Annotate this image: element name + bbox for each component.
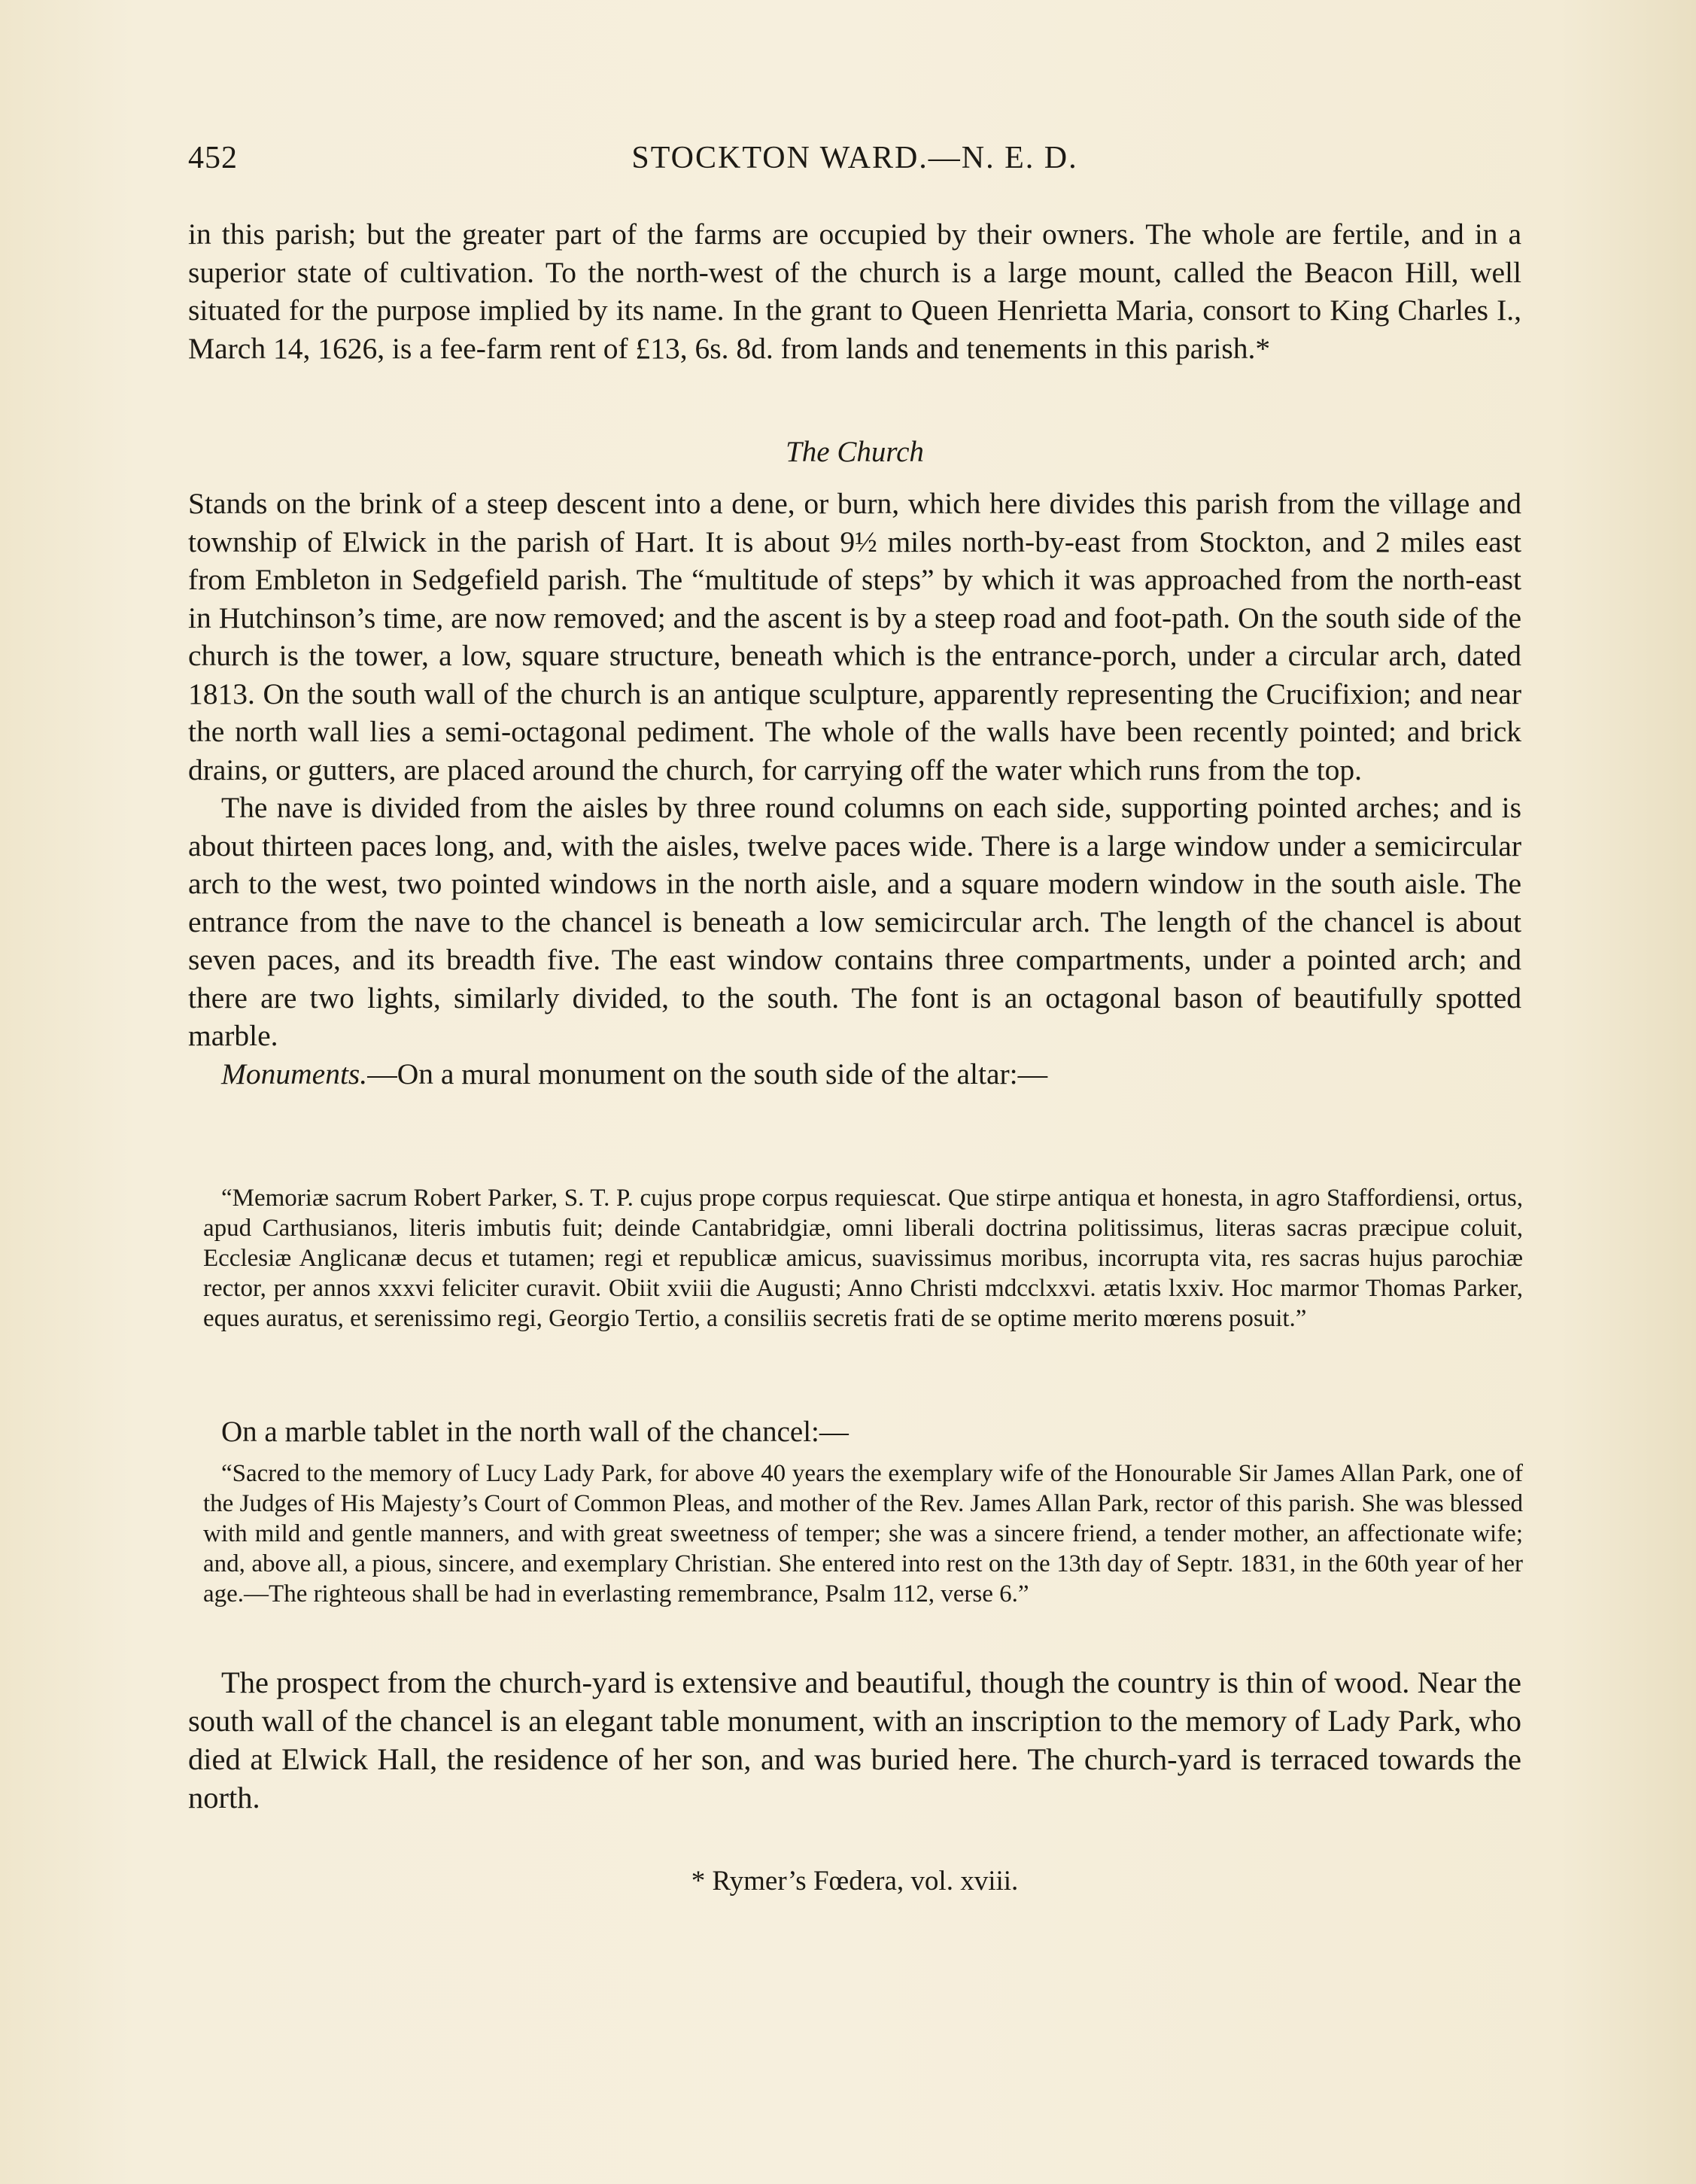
closing-paragraph	[188, 1663, 1521, 1817]
monuments-line	[188, 1055, 1521, 1094]
church-paragraph-2: The nave is divided from the aisles by three round columns on each side, supporting pointed arches; and is about thirteen paces long, and, with the aisles, twelve paces wide. There is a large window under a semicircular arch to the west, two pointed windows in the north aisle, and a square modern window in the south aisle. The entrance from the nave to the chancel is beneath a low semicircular arch. The length of the chancel is about seven paces, and its breadth five. The east window contains three compartments, under a pointed arch; and there are two lights, similarly divided, to the south. The font is an octagonal bason of beautifully spotted marble.	[188, 791, 1521, 1052]
parker-inscription	[203, 1183, 1523, 1334]
paragraph-text: in this parish; but the greater part of the farms are occupied by their owners. The whole are fertile, and in a superior state of cultivation. To the north-west of the church is a large mount, called the Beacon Hill, well situated for the purpose implied by its name. In the grant to Queen Henrietta Maria, consort to King Charles I., March 14, 1626, is a fee-farm rent of £13, 6s. 8d. from lands and tenements in this parish.*	[188, 217, 1521, 365]
inscription-text: “Memoriæ sacrum Robert Parker, S. T. P. cujus prope corpus requiescat. Que stirpe antiqua et honesta, in agro Staffordiensi, ortus, apud Carthusianos, literis imbutis fuit; deinde Cantabridgiæ, omni liberali doctrina politissimus, literas sacras præcipue coluit, Ecclesiæ Anglicanæ decus et tutamen; regi et republicæ amicus, suavissimus moribus, incorrupta vita, res sacras hujus parochiæ rector, per annos xxxvi feliciter curavit. Obiit xviii die Augusti; Anno Christi mdcclxxvi. ætatis lxxiv. Hoc marmor Thomas Parker, eques auratus, et serenissimo regi, Georgio Tertio, a consiliis secretis frati de se optime merito mœrens posuit.”	[203, 1185, 1523, 1332]
footnote: * Rymer’s Fœdera, vol. xviii.	[691, 1866, 1019, 1897]
page-number: 452	[188, 141, 238, 175]
park-inscription	[203, 1459, 1523, 1609]
opening-paragraph	[188, 215, 1521, 367]
monuments-text: —On a mural monument on the south side of the altar:—	[367, 1057, 1048, 1090]
page-header	[188, 140, 1521, 185]
section-title: The Church	[786, 436, 924, 468]
tablet-intro: On a marble tablet in the north wall of the chancel:—	[221, 1416, 849, 1448]
running-head: STOCKTON WARD.—N. E. D.	[631, 141, 1078, 175]
church-paragraph-1: Stands on the brink of a steep descent into a dene, or burn, which here divides this parish from the village and township of Elwick in the parish of Hart. It is about 9½ miles north-by-east from Stockton, and 2 miles east from Embleton in Sedgefield parish. The “multitude of steps” by which it was approached from the north-east in Hutchinson’s time, are now removed; and the ascent is by a steep road and foot-path. On the south side of the church is the tower, a low, square structure, beneath which is the entrance-porch, under a circular arch, dated 1813. On the south wall of the church is an antique sculpture, apparently representing the Crucifixion; and near the north wall lies a semi-octagonal pediment. The whole of the walls have been recently pointed; and brick drains, or gutters, are placed around the church, for carrying off the water which runs from the top.	[188, 487, 1521, 786]
monuments-label: Monuments.	[221, 1057, 368, 1090]
paragraph-text: The prospect from the church-yard is extensive and beautiful, though the country is thin of wood. Near the south wall of the chancel is an elegant table monument, with an inscription to the memory of Lady Park, who died at Elwick Hall, the residence of her son, and was buried here. The church-yard is terraced towards the north.	[188, 1665, 1521, 1814]
inscription-text: “Sacred to the memory of Lucy Lady Park, for above 40 years the exemplary wife of the Honourable Sir James Allan Park, one of the Judges of His Majesty’s Court of Common Pleas, and mother of the Rev. James Allan Park, rector of this parish. She was blessed with mild and gentle manners, and with great sweetness of temper; she was a sincere friend, a tender mother, an affectionate wife; and, above all, a pious, sincere, and exemplary Christian. She entered into rest on the 13th day of Septr. 1831, in the 60th year of her age.—The righteous shall be had in everlasting remembrance, Psalm 112, verse 6.”	[203, 1460, 1523, 1608]
church-description	[188, 485, 1521, 1093]
